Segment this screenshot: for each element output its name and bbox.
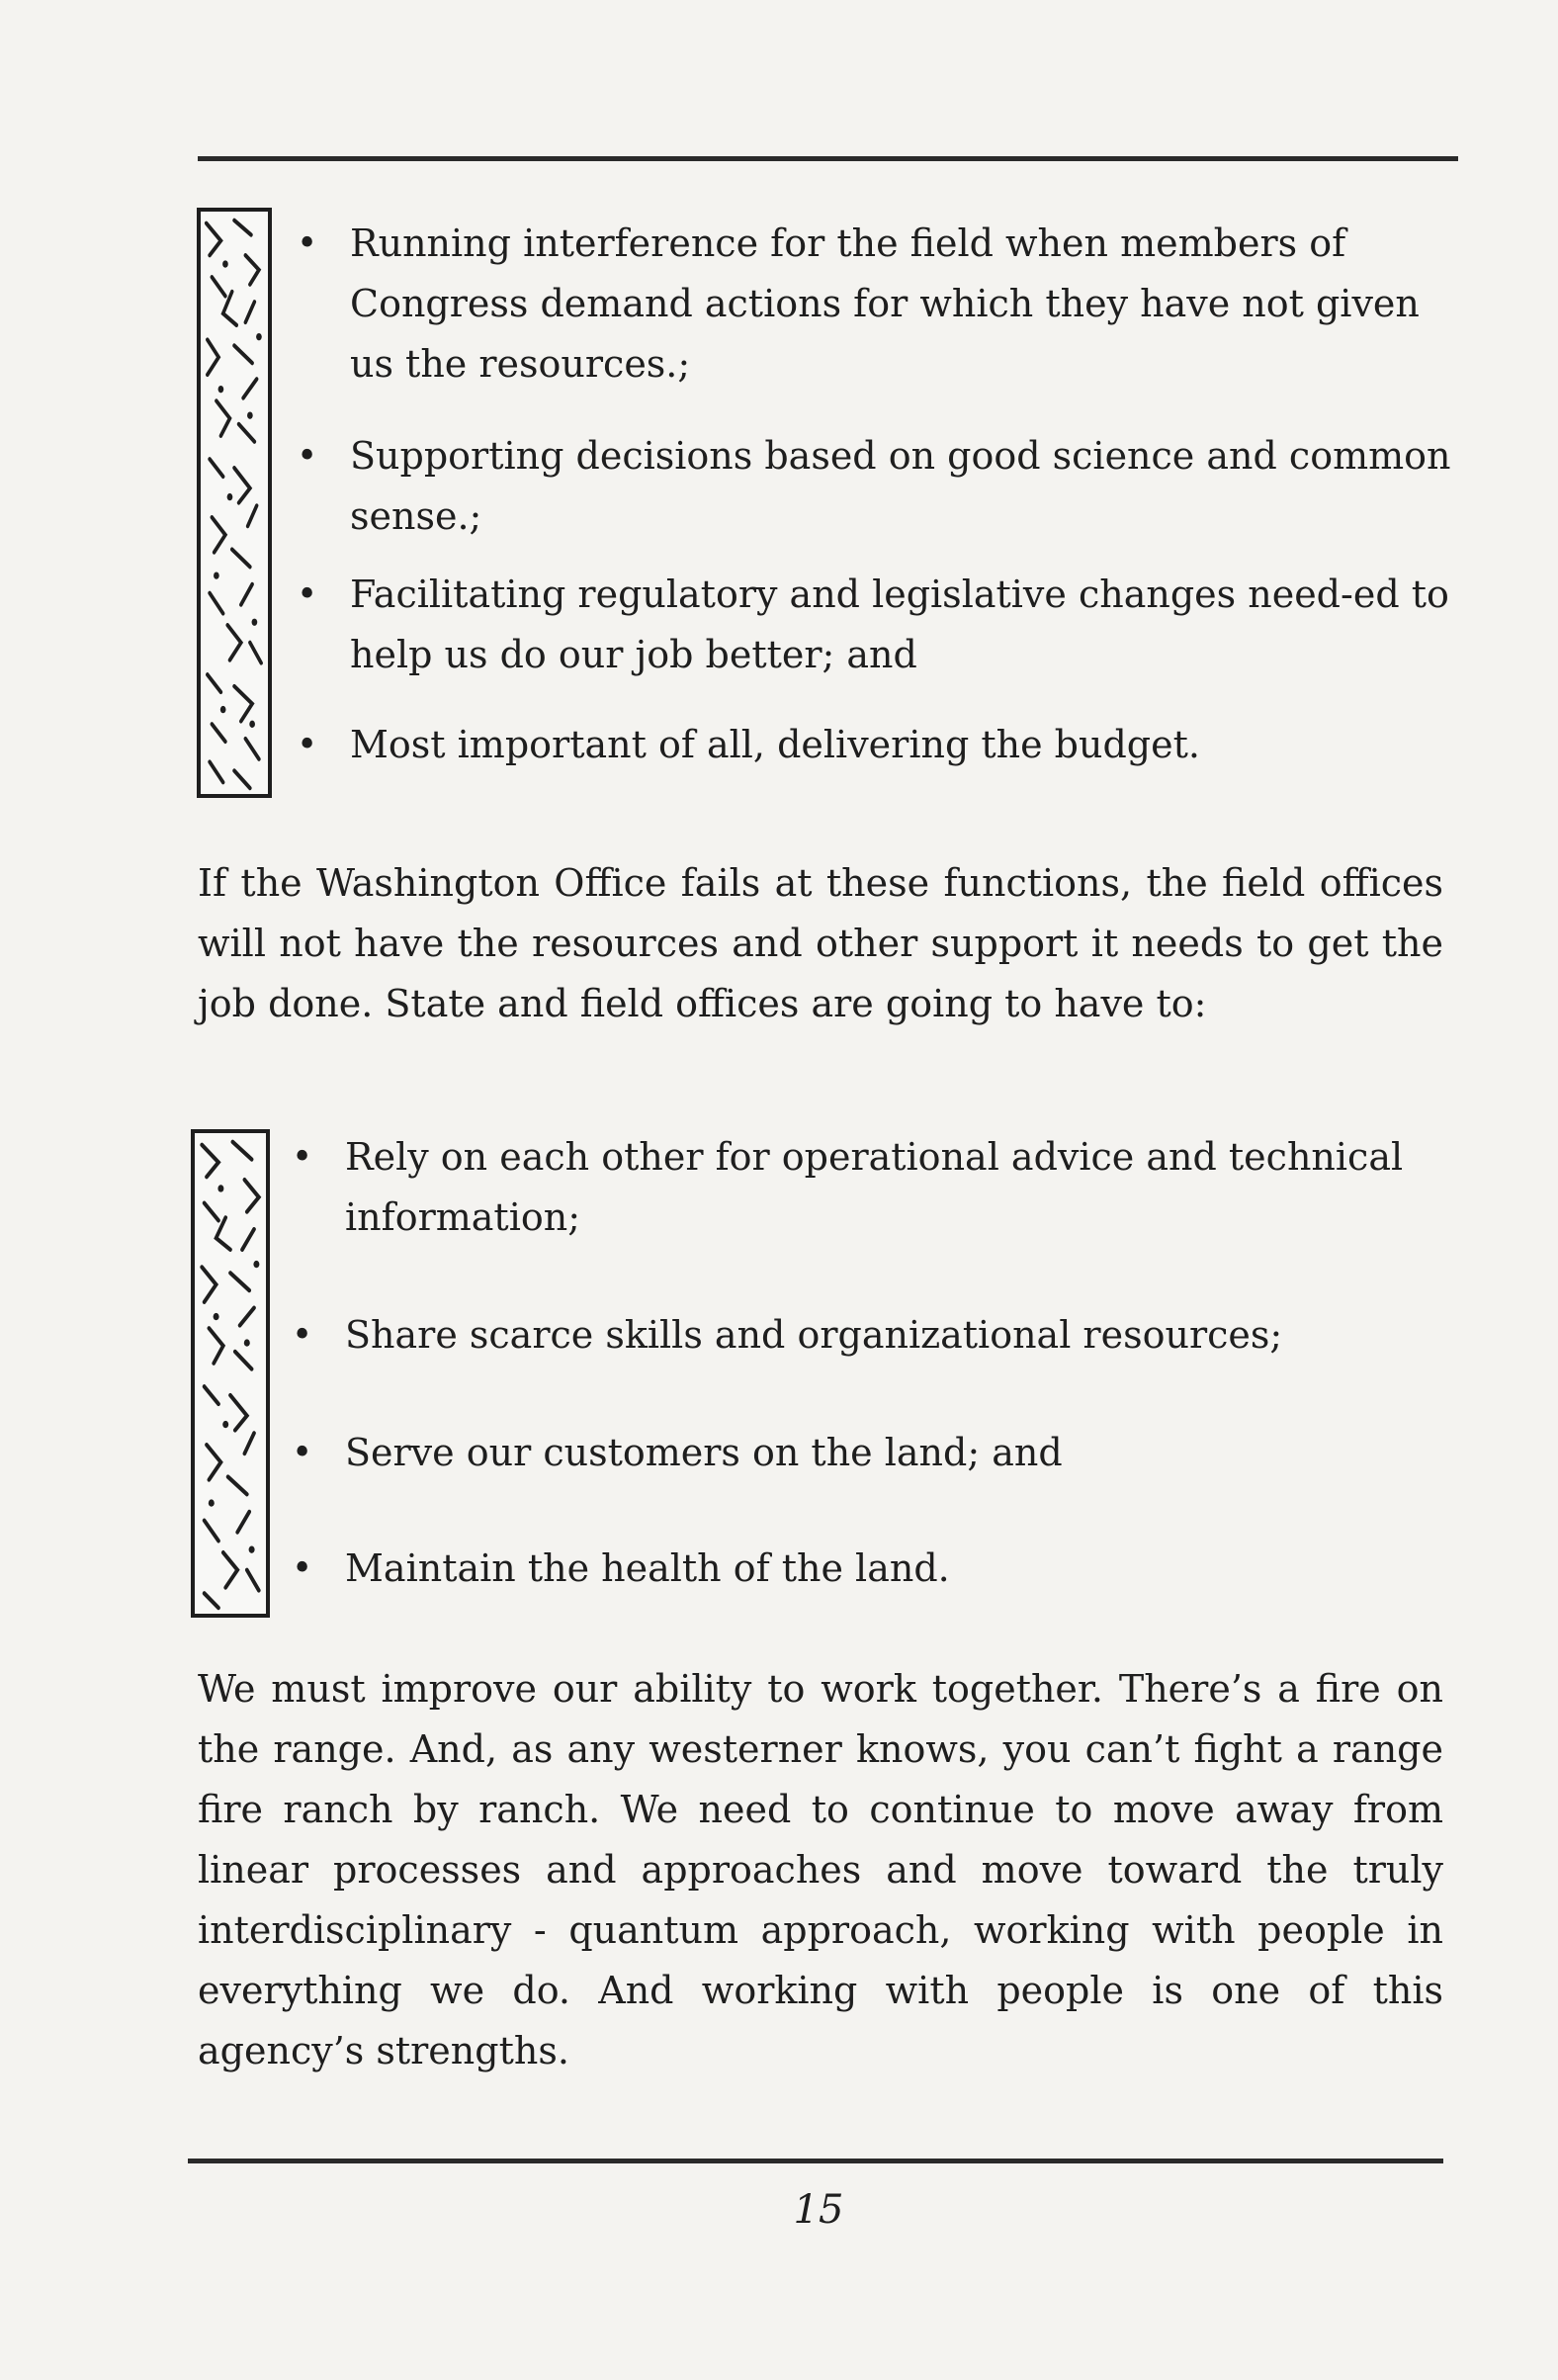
texture-sidebar-icon (197, 208, 272, 798)
bullet-list-washington-office (297, 214, 1453, 807)
list-item: • Facilitating regulatory and legislative changes need-ed to help us do our job better; and (297, 565, 1453, 685)
list-item: • Share scarce skills and organizational resources; (292, 1305, 1428, 1366)
page-number: 15 (793, 2187, 844, 2233)
list-item: • Most important of all, delivering the budget. (297, 715, 1453, 775)
paragraph-work-together: We must improve our ability to work together. There’s a fire on the range. And, as any westerner knows, you can’t fight a range fire ranch by ranch. We need to continue to move away from linear processes and approaches and move toward the truly interdisciplinary - quantum approach, working with people in everything we do. And working with people is one of this agency’s strengths. (198, 1667, 1443, 2072)
top-rule (198, 156, 1458, 161)
list-item: • Serve our customers on the land; and (292, 1423, 1428, 1483)
list-item: • Running interference for the field when members of Congress demand actions for which they have not given us the resources.; (297, 214, 1453, 395)
bottom-rule (188, 2159, 1443, 2163)
list-item: • Maintain the health of the land. (292, 1539, 1428, 1599)
list-item: • Rely on each other for operational advice and technical information; (292, 1127, 1428, 1248)
bullet-list-field-offices (292, 1127, 1428, 1656)
list-item: • Supporting decisions based on good science and common sense.; (297, 426, 1453, 547)
texture-sidebar-icon (191, 1129, 270, 1618)
paragraph-washington-office: If the Washington Office fails at these functions, the field offices will not have the resources and other support it needs to get the job done. State and field offices are going to have to: (198, 861, 1443, 1025)
